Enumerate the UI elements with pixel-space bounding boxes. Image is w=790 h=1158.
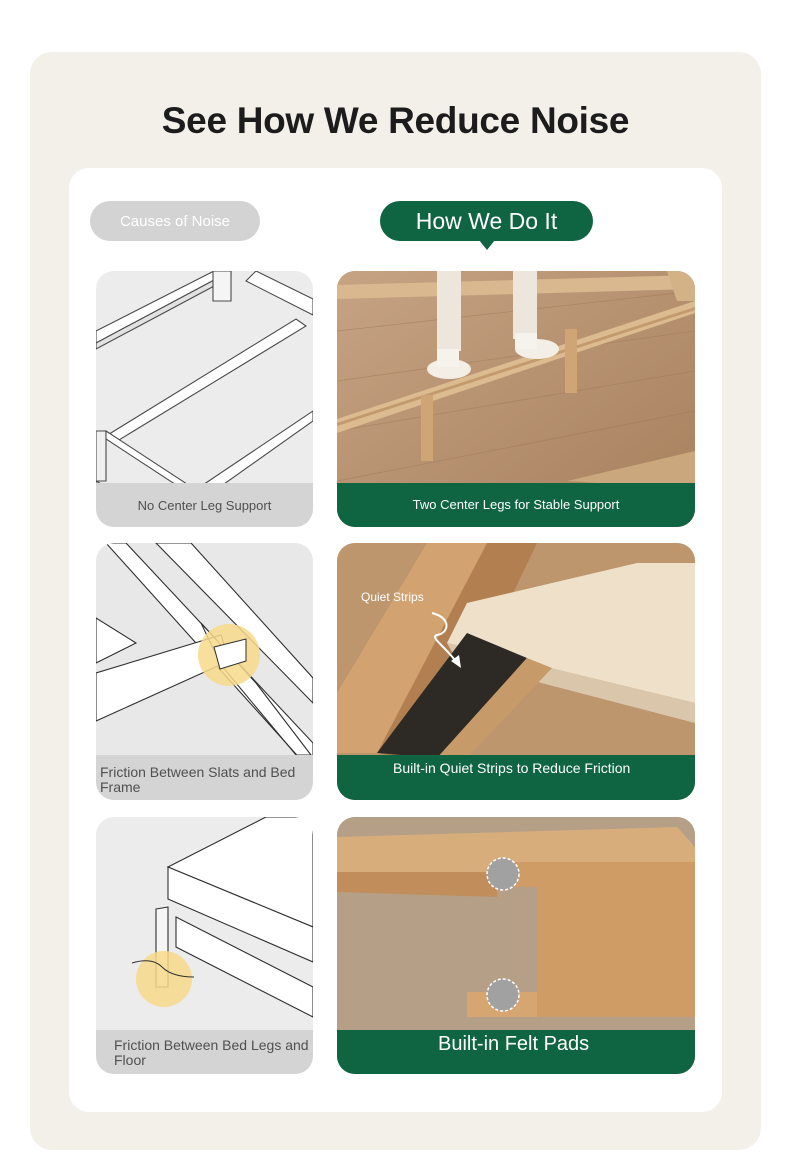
page-title: See How We Reduce Noise bbox=[161, 100, 630, 141]
cause-caption bbox=[96, 1030, 313, 1074]
solution-text: Built-in Quiet Strips to Reduce Friction bbox=[393, 760, 631, 776]
how-we-do-it-label: How We Do It bbox=[415, 207, 558, 234]
slat-friction-illustration bbox=[96, 543, 313, 800]
cause-caption bbox=[96, 483, 313, 527]
leg-floor-friction-illustration bbox=[96, 817, 313, 1074]
tab-pointer bbox=[479, 240, 495, 250]
cause-caption bbox=[96, 755, 313, 800]
cause-text: No Center Leg Support bbox=[137, 498, 272, 513]
felt-pads-photo bbox=[337, 817, 695, 1074]
how-we-do-it-tab bbox=[380, 201, 593, 241]
cause-text: Friction Between Slats and Bed Frame bbox=[100, 764, 296, 795]
causes-of-noise-tab: Causes of Noise bbox=[90, 201, 260, 241]
center-legs-photo bbox=[337, 271, 695, 527]
solution-text: Built-in Felt Pads bbox=[438, 1033, 590, 1055]
quiet-strips-photo bbox=[337, 543, 695, 800]
quiet-strips-callout: Quiet Strips bbox=[361, 590, 424, 604]
felt-pad-bottom bbox=[487, 979, 519, 1011]
cause-text: Friction Between Bed Legs and Floor bbox=[114, 1037, 309, 1068]
solution-caption bbox=[337, 755, 695, 800]
solution-text: Two Center Legs for Stable Support bbox=[412, 497, 620, 512]
solution-caption bbox=[337, 1030, 695, 1074]
no-center-leg-illustration bbox=[96, 271, 313, 527]
solution-caption bbox=[337, 483, 695, 527]
felt-pad-top bbox=[487, 858, 519, 890]
highlight-marker bbox=[136, 951, 192, 1007]
